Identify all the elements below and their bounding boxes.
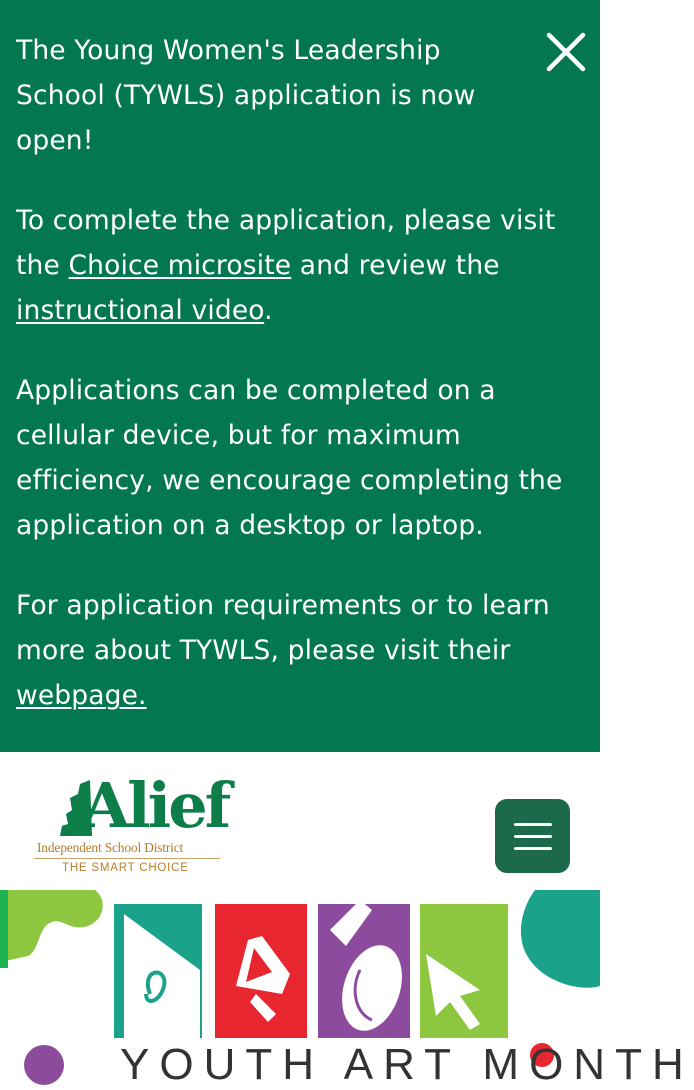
hamburger-menu-icon xyxy=(514,823,552,826)
choice-microsite-link[interactable]: Choice microsite xyxy=(68,250,292,281)
logo-divider xyxy=(34,858,220,859)
alief-isd-logo[interactable] xyxy=(30,769,230,878)
alert-text: For application requirements or to learn more about TYWLS, please visit their xyxy=(16,590,550,666)
tywls-webpage-link[interactable]: webpage. xyxy=(16,680,147,711)
close-icon xyxy=(545,31,587,73)
alert-paragraph-device: Applications can be completed on a cellular device, but for maximum efficiency, we encourage completing the application on a desktop or laptop. xyxy=(16,375,563,541)
main-menu-button[interactable] xyxy=(495,799,570,873)
hero-banner xyxy=(0,890,694,1089)
youth-art-month-graphic xyxy=(0,890,600,1065)
alert-text: and review the xyxy=(291,250,500,281)
instructional-video-link[interactable]: instructional video xyxy=(16,295,265,326)
site-header xyxy=(0,752,600,890)
logo-district-name: Independent School District xyxy=(37,840,184,855)
alert-paragraph-requirements xyxy=(16,583,596,718)
hamburger-menu-icon xyxy=(514,835,552,838)
logo-tagline: THE SMART CHOICE xyxy=(62,862,189,874)
alert-paragraph-instructions xyxy=(16,198,596,333)
alert-text: . xyxy=(264,295,273,326)
logo-wordmark: Alief xyxy=(82,769,229,842)
hamburger-menu-icon xyxy=(514,847,552,850)
alert-message xyxy=(16,28,563,753)
hero-title: YOUTH ART MONTH xyxy=(120,1040,694,1089)
alert-text: To complete the application, please visit the xyxy=(16,205,556,281)
alert-paragraph-intro: The Young Women's Leadership School (TYWLS) application is now open! xyxy=(16,35,476,156)
close-alert-button[interactable] xyxy=(542,26,590,78)
